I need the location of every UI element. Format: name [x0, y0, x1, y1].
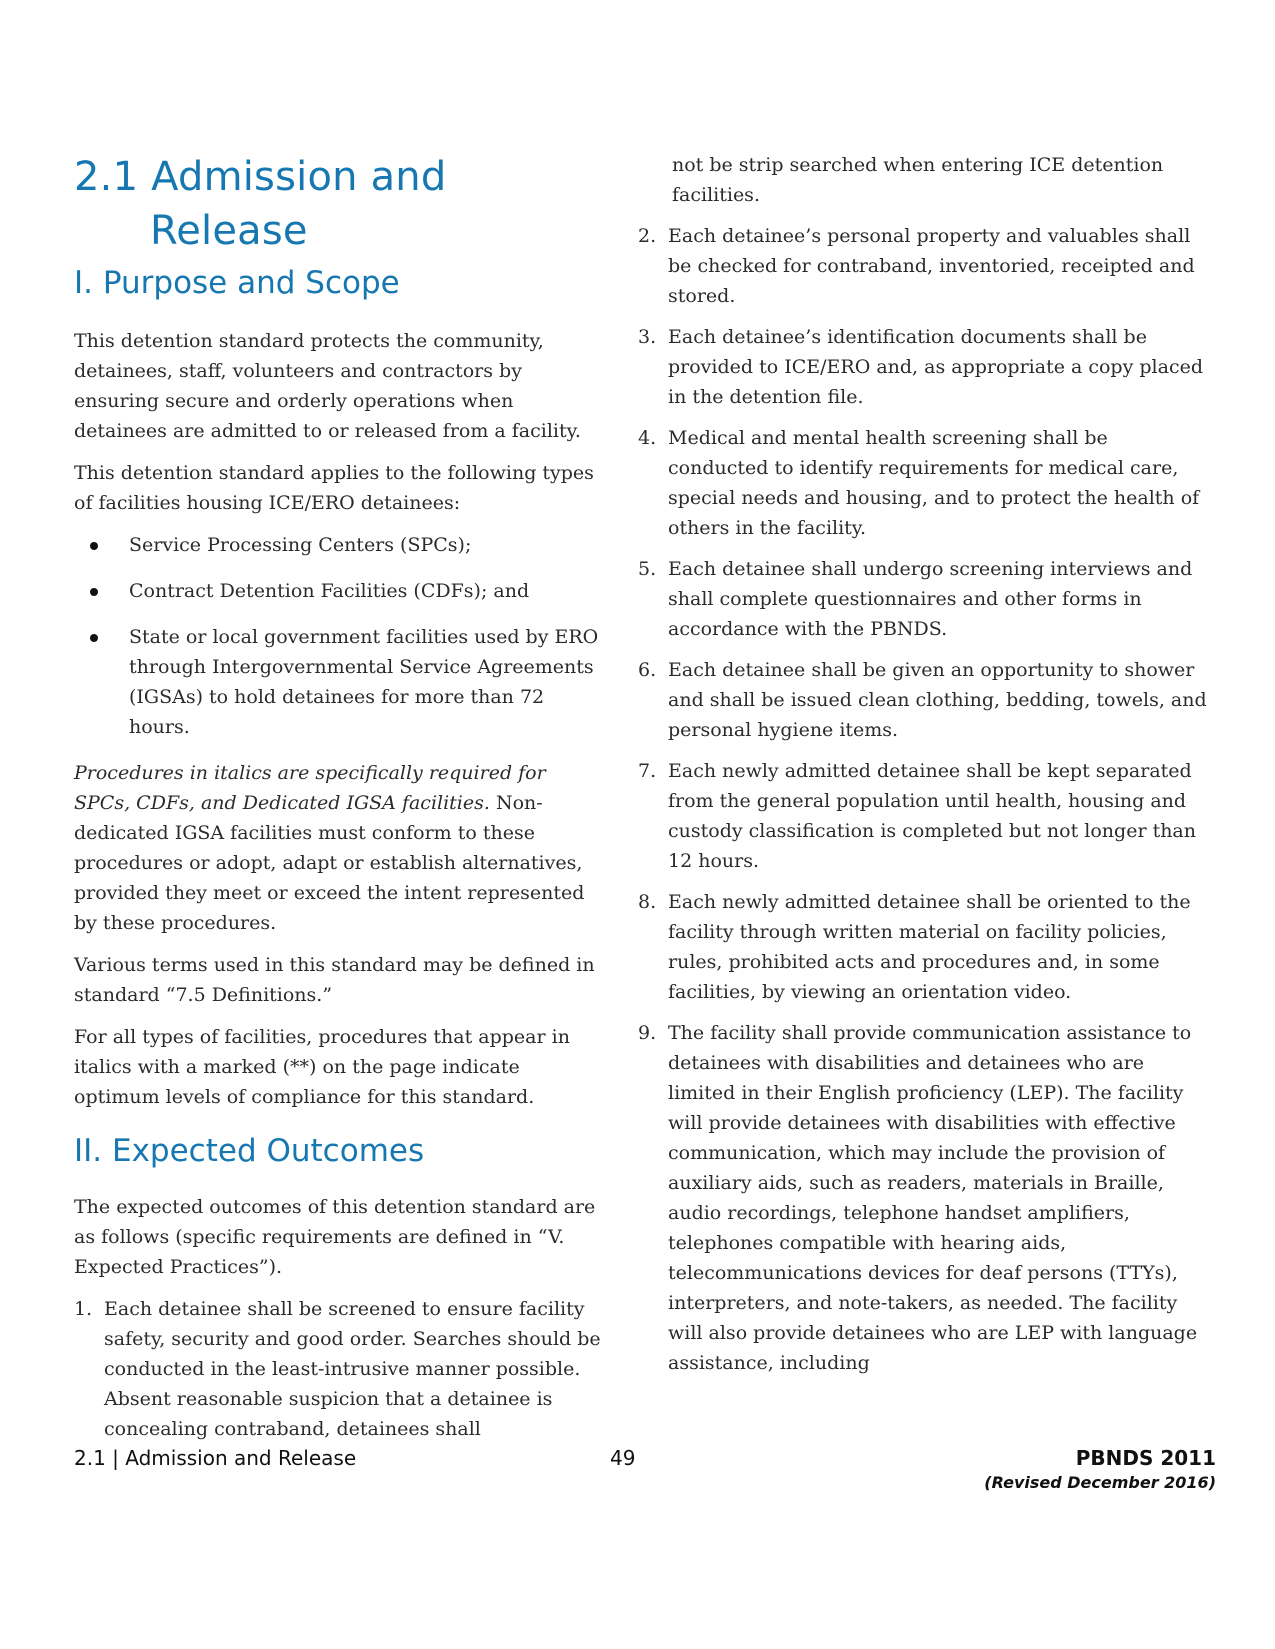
- page-title: 2.1 Admission and Release: [74, 154, 447, 254]
- list-item-number: 1.: [74, 1298, 93, 1320]
- list-item: [638, 1018, 1213, 1378]
- facility-types-list: [74, 530, 604, 742]
- list-item: [74, 530, 604, 560]
- list-item-text: Each newly admitted detainee shall be kept separated from the general population until health, housing and custody classification is completed but not longer than 12 hours.: [668, 760, 1197, 872]
- list-item: [638, 221, 1213, 311]
- list-item: [638, 887, 1213, 1007]
- list-item-number: 4.: [638, 427, 657, 449]
- page-footer: [74, 1446, 1216, 1506]
- definitions-paragraph: Various terms used in this standard may be defined in standard “7.5 Definitions.”: [74, 954, 595, 1006]
- bullet-icon: [90, 588, 98, 596]
- list-item-text: Each detainee shall undergo screening interviews and shall complete questionnaires and other forms in accordance with the PBNDS.: [668, 558, 1193, 640]
- list-item-text: Each detainee’s identification documents shall be provided to ICE/ERO and, as appropriate a copy placed in the detention file.: [668, 326, 1203, 408]
- list-item-text: Service Processing Centers (SPCs);: [129, 534, 472, 556]
- list-item: [638, 655, 1213, 745]
- list-item-number: 8.: [638, 891, 657, 913]
- footer-standard-name: PBNDS 2011: [1075, 1446, 1216, 1470]
- list-item-text: Contract Detention Facilities (CDFs); and: [129, 580, 530, 602]
- outcomes-list-right: [638, 221, 1213, 1378]
- list-item-text: Each detainee’s personal property and valuables shall be checked for contraband, inventoried, receipted and stored.: [668, 225, 1195, 307]
- italic-procedures-text: Procedures in italics are specifically required for SPCs, CDFs, and Dedicated IGSA facilities.: [74, 762, 546, 814]
- list-item: [74, 576, 604, 606]
- footer-revision-date: (Revised December 2016): [984, 1473, 1216, 1492]
- list-item: [74, 622, 604, 742]
- footer-section-title: 2.1 | Admission and Release: [74, 1446, 357, 1470]
- list-item-number: 5.: [638, 558, 657, 580]
- bullet-icon: [90, 634, 98, 642]
- footer-standard-info: [984, 1446, 1216, 1492]
- list-item-text: Medical and mental health screening shall be conducted to identify requirements for medical care, special needs and housing, and to protect the health of others in the facility.: [668, 427, 1200, 539]
- procedures-rest-text: Non-dedicated IGSA facilities must conform to these procedures or adopt, adapt or establish alternatives, provided they meet or exceed the intent represented by these procedures.: [74, 792, 585, 934]
- list-item-number: 3.: [638, 326, 657, 348]
- list-item-number: 2.: [638, 225, 657, 247]
- heading-expected-outcomes: II. Expected Outcomes: [74, 1133, 425, 1169]
- right-column: [638, 150, 1213, 1389]
- list-item-number: 9.: [638, 1022, 657, 1044]
- list-item: [638, 423, 1213, 543]
- outcomes-intro: The expected outcomes of this detention standard are as follows (specific requirements are defined in “V. Expected Practices”).: [74, 1196, 596, 1278]
- procedures-paragraph: [74, 758, 604, 938]
- outcomes-list-left: [74, 1294, 604, 1444]
- list-item: [638, 554, 1213, 644]
- outcome-1-continuation: not be strip searched when entering ICE detention facilities.: [672, 154, 1164, 206]
- list-item: [638, 322, 1213, 412]
- bullet-icon: [90, 542, 98, 550]
- list-item-text: State or local government facilities used by ERO through Intergovernmental Service Agreements (IGSAs) to hold detainees for more than 72 hours.: [129, 626, 599, 738]
- left-column: [74, 150, 604, 1455]
- list-item-text: Each detainee shall be screened to ensure facility safety, security and good order. Searches should be conducted in the least-intrusive manner possible. Absent reasonable suspicion that a detainee is concealing contraband, detainees shall: [104, 1298, 601, 1440]
- purpose-paragraph-2: This detention standard applies to the following types of facilities housing ICE/ERO detainees:: [74, 462, 594, 514]
- list-item-number: 7.: [638, 760, 657, 782]
- list-item-text: The facility shall provide communication assistance to detainees with disabilities and detainees who are limited in their English proficiency (LEP). The facility will provide detainees with disabilities with effective communication, which may include the provision of auxiliary aids, such as readers, materials in Braille, audio recordings, telephone handset amplifiers, telephones compatible with hearing aids, telecommunications devices for deaf persons (TTYs), interpreters, and note-takers, as needed. The facility will also provide detainees who are LEP with language assistance, including: [668, 1022, 1198, 1374]
- list-item-number: 6.: [638, 659, 657, 681]
- heading-purpose-and-scope: I. Purpose and Scope: [74, 265, 400, 301]
- compliance-paragraph: For all types of facilities, procedures that appear in italics with a marked (**) on the page indicate optimum levels of compliance for this standard.: [74, 1026, 570, 1108]
- list-item-text: Each newly admitted detainee shall be oriented to the facility through written material on facility policies, rules, prohibited acts and procedures and, in some facilities, by viewing an orientation video.: [668, 891, 1191, 1003]
- list-item-text: Each detainee shall be given an opportunity to shower and shall be issued clean clothing, bedding, towels, and personal hygiene items.: [668, 659, 1207, 741]
- list-item: [74, 1294, 604, 1444]
- list-item: [638, 756, 1213, 876]
- page-number: 49: [610, 1446, 636, 1470]
- purpose-paragraph-1: This detention standard protects the community, detainees, staff, volunteers and contractors by ensuring secure and orderly operations when detainees are admitted to or released from a facility.: [74, 330, 581, 442]
